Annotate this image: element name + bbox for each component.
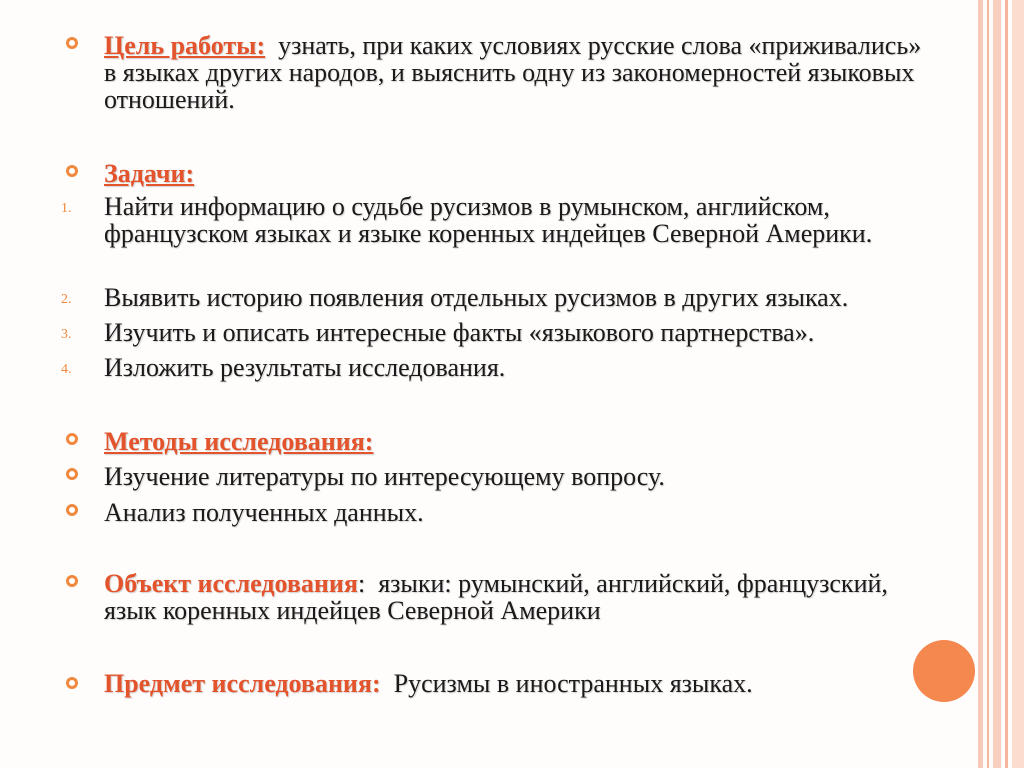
object-label: Объект исследования: [104, 569, 358, 598]
goal-label: Цель работы:: [104, 31, 266, 60]
subject-label: Предмет исследования:: [104, 669, 381, 698]
bullet-icon: [66, 433, 78, 445]
decor-stripe: [1012, 0, 1024, 768]
task-item: Выявить историю появления отдельных русизмов в других языках.: [104, 283, 849, 312]
task-item: Изучить и описать интересные факты «языкового партнерства».: [104, 318, 815, 347]
list-number: 3.: [61, 327, 72, 342]
decor-stripe: [978, 0, 983, 768]
tasks-heading: [104, 160, 934, 187]
goal-text: узнать, при каких условиях русские слова «приживались» в языках других народов, и выяснить одну из закономерностей языковых отношений.: [104, 31, 922, 114]
methods-heading: [104, 428, 934, 455]
object-text: языки: румынский, английский, французский, язык коренных индейцев Северной Америки: [104, 569, 888, 625]
methods-label: Методы исследования:: [104, 427, 374, 456]
decor-stripe: [1005, 0, 1008, 768]
bullet-icon: [66, 575, 78, 587]
bullet-icon: [66, 677, 78, 689]
subject-paragraph: [104, 670, 934, 697]
bullet-icon: [66, 468, 78, 480]
bullet-icon: [66, 37, 78, 49]
object-paragraph: [104, 570, 934, 624]
bullet-icon: [66, 165, 78, 177]
list-number: 1.: [61, 201, 72, 216]
decor-stripe: [987, 0, 989, 768]
method-item: Изучение литературы по интересующему вопросу.: [104, 462, 665, 491]
tasks-label: Задачи:: [104, 159, 195, 188]
method-item: Анализ полученных данных.: [104, 498, 424, 527]
goal-paragraph: [104, 32, 934, 113]
subject-text: Русизмы в иностранных языках.: [393, 669, 753, 698]
object-colon: :: [357, 569, 366, 598]
task-item: Найти информацию о судьбе русизмов в румынском, английском, французском языках и языке коренных индейцев Северной Америки.: [104, 192, 873, 248]
bullet-icon: [66, 504, 78, 516]
decor-stripe: [993, 0, 1001, 768]
task-item: Изложить результаты исследования.: [104, 353, 506, 382]
list-number: 2.: [61, 292, 72, 307]
list-number: 4.: [61, 362, 72, 377]
